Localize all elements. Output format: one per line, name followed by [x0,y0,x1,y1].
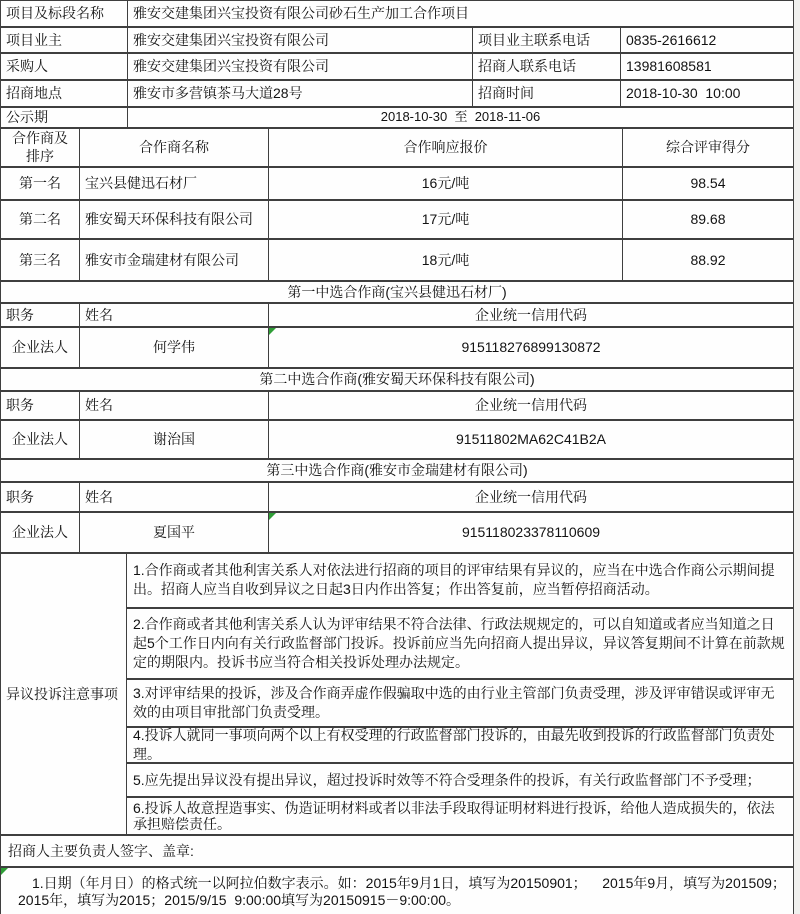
ranking-row-1 [1,168,794,201]
winner-2-person: 谢治国 [80,421,269,458]
date-format-note [1,868,794,914]
winner-3-value-row [1,513,794,554]
winner-3-position-header: 职务 [1,483,80,511]
winner-2-value-row [1,421,794,460]
owner-row [1,28,794,54]
winner-3-code [269,513,794,552]
winner-3-title: 第三中选合作商(雅安市金瑞建材有限公司) [1,460,794,481]
winner-1-code-text: 915118276899130872 [461,339,601,356]
objection-item-row [127,609,794,681]
objection-label: 异议投诉注意事项 [1,554,127,834]
winner-1-position: 企业法人 [1,328,80,367]
purchaser-row [1,54,794,81]
objection-item-1: 1.合作商或者其他利害关系人对依法进行招商的项目的评审结果有异议的，应当在中选合作商公示期间提出。招商人应当自收到异议之日起3日内作出答复；作出答复前，应当暂停招商活动。 [127,554,794,607]
ranking-header-price: 合作响应报价 [269,129,623,166]
recruiter-phone-label: 招商人联系电话 [473,54,621,79]
winner-1-header-row [1,304,794,328]
winner-3-title-row [1,460,794,483]
winner-1-value-row [1,328,794,369]
purchaser-label: 采购人 [1,54,128,79]
winner-1-name-header: 姓名 [80,304,269,326]
objection-item-3: 3.对评审结果的投诉，涉及合作商弄虚作假骗取中选的由行业主管部门负责受理，涉及评审错误或评审无效的由项目审批部门负责受理。 [127,680,794,726]
ranking-header-score: 综合评审得分 [623,129,794,166]
winner-2-code-header: 企业统一信用代码 [269,392,794,419]
date-format-note-line1: 1.日期（年月日）的格式统一以阿拉伯数字表示。如：2015年9月1日，填写为20150901； 2015年9月，填写为201509； [32,874,786,891]
winner-2-position-header: 职务 [1,392,80,419]
winner-1-title-row [1,282,794,304]
winner-2-header-row [1,392,794,421]
owner-value: 雅安交建集团兴宝投资有限公司 [128,28,473,52]
rank-2-price: 17元/吨 [269,201,623,238]
rank-1-score: 98.54 [623,168,794,199]
objection-item-5: 5.应先提出异议没有提出异议，超过投诉时效等不符合受理条件的投诉，有关行政监督部门不予受理； [127,764,794,796]
objection-item-row [127,728,794,764]
venue-label: 招商地点 [1,81,128,106]
recruiter-phone-value: 13981608581 [621,54,794,79]
time-label: 招商时间 [473,81,621,106]
ranking-header-name: 合作商名称 [80,129,269,166]
rank-3-price: 18元/吨 [269,240,623,280]
winner-3-person: 夏国平 [80,513,269,552]
winner-2-name-header: 姓名 [80,392,269,419]
signature-label: 招商人主要负责人签字、盖章: [1,836,794,866]
objection-section [1,554,794,836]
rank-3: 第三名 [1,240,80,280]
winner-3-position: 企业法人 [1,513,80,552]
purchaser-value: 雅安交建集团兴宝投资有限公司 [128,54,473,79]
project-name-row [1,1,794,28]
winner-1-title: 第一中选合作商(宝兴县健迅石材厂) [1,282,794,302]
objection-item-row [127,798,794,834]
ranking-row-2 [1,201,794,240]
excel-error-marker-icon [269,328,276,335]
rank-2: 第二名 [1,201,80,238]
winner-2-code-text: 91511802MA62C41B2A [456,431,606,448]
winner-2-title-row [1,369,794,392]
winner-3-code-header: 企业统一信用代码 [269,483,794,511]
project-name-label: 项目及标段名称 [1,1,128,26]
winner-2-position: 企业法人 [1,421,80,458]
ranking-row-3 [1,240,794,282]
publicity-label: 公示期 [1,108,128,127]
winner-1-position-header: 职务 [1,304,80,326]
owner-phone-label: 项目业主联系电话 [473,28,621,52]
rank-1-company: 宝兴县健迅石材厂 [80,168,269,199]
objection-items [127,554,794,834]
rank-1: 第一名 [1,168,80,199]
rank-3-company: 雅安市金瑞建材有限公司 [80,240,269,280]
objection-item-row [127,680,794,728]
time-value: 2018-10-30 10:00 [621,81,794,106]
objection-item-6: 6.投诉人故意捏造事实、伪造证明材料或者以非法手段取得证明材料进行投诉，给他人造成损失的，依法承担赔偿责任。 [127,798,794,834]
winner-3-header-row [1,483,794,513]
winner-2-code [269,421,794,458]
publicity-period-value: 2018-10-30 至 2018-11-06 [128,108,794,127]
project-name-value: 雅安交建集团兴宝投资有限公司砂石生产加工合作项目 [128,1,794,26]
rank-3-score: 88.92 [623,240,794,280]
ranking-header-row [1,129,794,168]
ranking-header-rank: 合作商及排序 [1,129,80,166]
winner-3-name-header: 姓名 [80,483,269,511]
winner-1-person: 何学伟 [80,328,269,367]
objection-item-row [127,764,794,798]
rank-1-price: 16元/吨 [269,168,623,199]
excel-error-marker-icon [1,868,8,875]
objection-item-2: 2.合作商或者其他利害关系人认为评审结果不符合法律、行政法规规定的，可以自知道或者应当知道之日起5个工作日内向有关行政监督部门投诉。投诉前应当先向招商人提出异议，异议答复期间不计算在前款规定的期限内。投诉书应当符合相关投诉处理办法规定。 [127,609,794,679]
signature-row [1,836,794,868]
date-format-note-line2: 2015年，填写为2015；2015/9/15 9:00:00填写为20150915－9:00:00。 [18,891,461,908]
objection-item-row [127,554,794,609]
winner-3-code-text: 915118023378110609 [461,524,601,541]
publicity-row [1,108,794,129]
venue-value: 雅安市多营镇茶马大道28号 [128,81,473,106]
date-format-note-row [1,868,794,914]
winner-1-code [269,328,794,367]
owner-label: 项目业主 [1,28,128,52]
venue-row [1,81,794,108]
objection-item-4: 4.投诉人就同一事项向两个以上有权受理的行政监督部门投诉的，由最先收到投诉的行政监督部门负责处理。 [127,728,794,762]
winner-2-title: 第二中选合作商(雅安蜀天环保科技有限公司) [1,369,794,390]
rank-2-company: 雅安蜀天环保科技有限公司 [80,201,269,238]
excel-error-marker-icon [269,513,276,520]
owner-phone-value: 0835-2616612 [621,28,794,52]
winner-1-code-header: 企业统一信用代码 [269,304,794,326]
rank-2-score: 89.68 [623,201,794,238]
